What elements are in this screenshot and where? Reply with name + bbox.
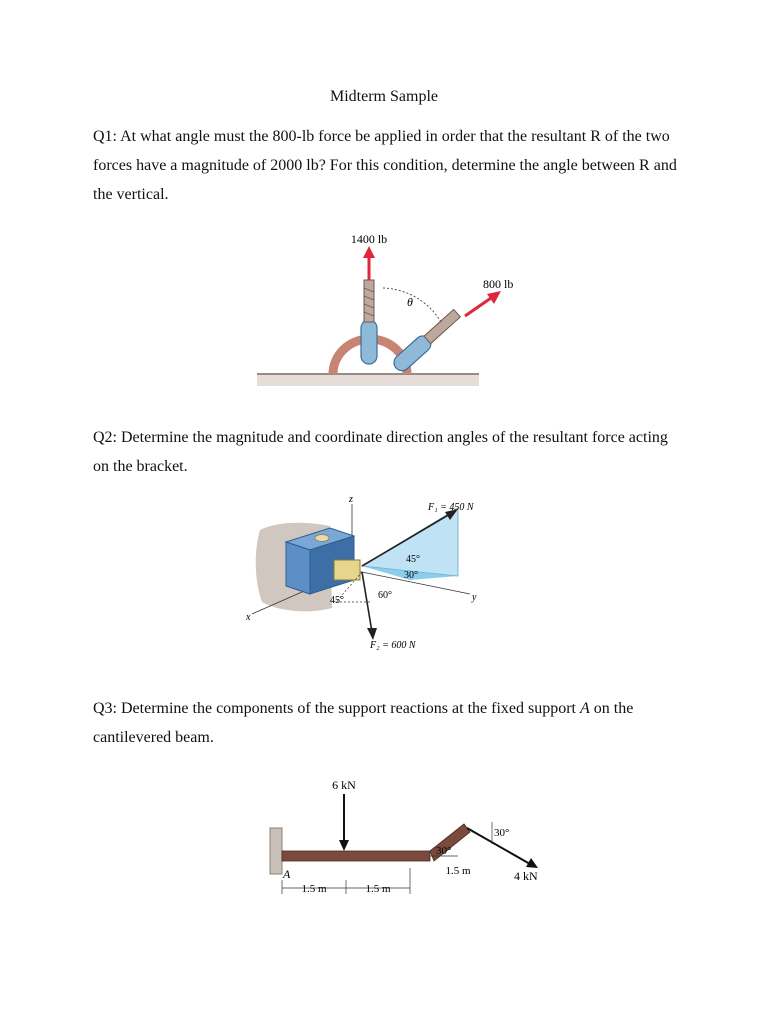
force-arrow-1400-head bbox=[363, 246, 375, 258]
angle-label-45-upper: 45° bbox=[406, 554, 420, 565]
axis-label-x: x bbox=[246, 612, 251, 623]
support-label-a: A bbox=[283, 867, 291, 881]
force-label-f1: F₁ = 450 N bbox=[428, 502, 474, 513]
horizontal-beam bbox=[282, 851, 430, 861]
axis-label-z: z bbox=[349, 494, 353, 505]
dimension-label-1: 1.5 m bbox=[301, 883, 327, 895]
angled-rod bbox=[424, 309, 460, 343]
angle-label-theta: θ bbox=[407, 295, 413, 309]
dimension-label-3: 1.5 m bbox=[445, 865, 471, 877]
question-3-text bbox=[93, 694, 683, 752]
axis-label-y: y bbox=[472, 592, 477, 603]
question-3-text-italic: A bbox=[579, 700, 590, 717]
dimension-label-2: 1.5 m bbox=[365, 883, 391, 895]
question-3-text-after: on the cantilevered beam. bbox=[93, 700, 634, 746]
page-title: Midterm Sample bbox=[330, 88, 438, 105]
load-arrow-6kn-head bbox=[339, 840, 349, 851]
force-arrow-800 bbox=[465, 298, 491, 316]
bracket-hole bbox=[315, 535, 329, 542]
question-1-text: Q1: At what angle must the 800-lb force be applied in order that the resultant R of the two forces have a magnitude of 2000 lb? For this condition, determine the angle between R and the vertical. bbox=[93, 128, 677, 203]
force-label-f2: F₂ = 600 N bbox=[370, 640, 416, 651]
angle-label-60: 60° bbox=[378, 590, 392, 601]
question-3-text-before: Q3: Determine the components of the support reactions at the fixed support bbox=[93, 700, 580, 717]
force-arrow-f2-head bbox=[367, 628, 377, 640]
angle-label-30-lower: 30° bbox=[436, 845, 452, 857]
force-label-1400: 1400 lb bbox=[350, 232, 388, 246]
vertical-eyebolt bbox=[361, 320, 377, 364]
angle-label-30-upper: 30° bbox=[494, 827, 510, 839]
force-label-800: 800 lb bbox=[483, 277, 514, 291]
fixed-wall bbox=[270, 828, 282, 874]
load-label-6kn: 6 kN bbox=[332, 778, 356, 792]
mount-block bbox=[334, 560, 360, 580]
bracket-front bbox=[286, 542, 310, 594]
angle-label-30: 30° bbox=[404, 570, 418, 581]
q3-figure bbox=[262, 772, 552, 902]
load-label-4kn: 4 kN bbox=[514, 869, 538, 883]
ground-surface bbox=[257, 374, 479, 386]
question-2-text: Q2: Determine the magnitude and coordinate direction angles of the resultant force acting on the bracket. bbox=[93, 429, 668, 475]
angle-label-45-lower: 45° bbox=[330, 595, 344, 606]
q2-figure bbox=[240, 490, 510, 660]
q1-figure bbox=[233, 222, 533, 392]
force-arrow-f2 bbox=[362, 572, 372, 632]
